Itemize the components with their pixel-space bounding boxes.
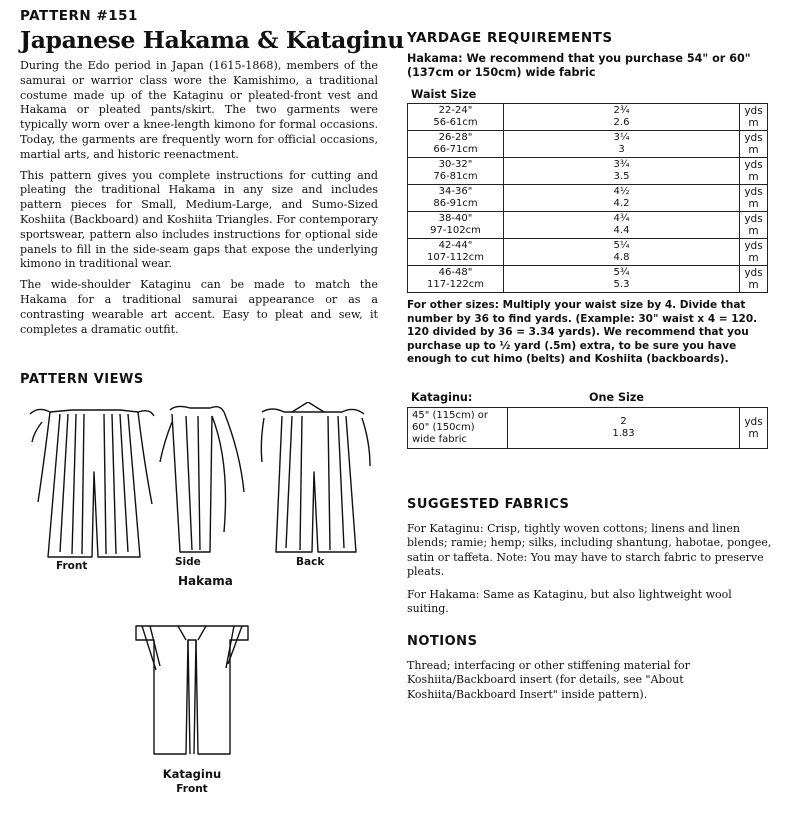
pattern-number: PATTERN #151 [20,8,138,24]
waist-size-cell [408,104,504,131]
waist-inches: 38-40" [438,213,473,224]
table-row [408,131,768,158]
hakama-side-label: Side [175,556,201,568]
amount-yds: 3¾ [613,159,630,170]
amount-yds: 5¼ [613,240,630,251]
amount-m: 4.2 [613,198,630,209]
unit-m: m [748,144,759,156]
unit-m: m [748,198,759,210]
unit-cell [740,212,768,239]
pattern-views-section [20,372,380,387]
intro-paragraph-3: The wide-shoulder Kataginu can be made to match the Hakama for a traditional samurai appearance or as a contrasting wearable art accent. Easy to pleat and sew, it completes a dramatic outfit. [20,278,378,336]
kataginu-fabric-cell [408,407,508,448]
kataginu-fabrics-text: For Kataginu: Crisp, tightly woven cottons; linens and linen blends; ramie; hemp; silks, including shantung, habotae, pongee, satin or taffeta. Note: You may have to starch fabric to preserve pleats. [407,522,772,579]
waist-inches: 22-24" [438,105,473,116]
kataginu-size-label: One Size [589,390,644,404]
hakama-fabrics-text: For Hakama: Same as Kataginu, but also lightweight wool suiting. [407,587,732,616]
kataginu-amount-cell [508,407,740,448]
table-row [408,158,768,185]
notions-heading: NOTIONS [407,634,478,649]
table-row [408,185,768,212]
amount-cell [504,212,740,239]
table-row [408,212,768,239]
unit-yds: yds [744,213,763,225]
waist-cm: 56-61cm [433,117,478,128]
waist-cm: 66-71cm [433,144,478,155]
kataginu-table-label: Kataginu: [411,390,473,404]
amount-m: 3.5 [613,171,630,182]
kataginu-fabric-line: 60" (150cm) [412,421,475,433]
kataginu-yds-value: 2 [620,415,627,427]
amount-cell [504,266,740,293]
yardage-heading: YARDAGE REQUIREMENTS [407,30,613,46]
unit-cell [740,158,768,185]
waist-size-cell [408,212,504,239]
amount-yds: 2¾ [613,105,630,116]
amount-m: 4.8 [613,252,630,263]
amount-yds: 4¾ [613,213,630,224]
kataginu-illustration [132,620,252,795]
unit-m: m [748,171,759,183]
table-row [408,239,768,266]
waist-cm: 76-81cm [433,171,478,182]
kataginu-table-header [407,391,773,407]
waist-cm: 86-91cm [433,198,478,209]
waist-inches: 30-32" [438,159,473,170]
kataginu-fabric-line: wide fabric [412,433,468,445]
waist-cm: 107-112cm [426,252,485,263]
unit-cell [740,239,768,266]
intro-paragraph-1: During the Edo period in Japan (1615-1868), members of the samurai or warrior class wore the Kamishimo, a traditional costume made up of the Kataginu or pleated-front vest and Hakama or pleated pants/skirt. The two garments were typically worn over a knee-length kimono for formal occasions. Today, the garments are frequently worn for official occasions, martial arts, and historic reenactment. [20,59,378,161]
waist-size-cell [408,131,504,158]
unit-m: m [748,252,759,264]
waist-inches: 26-28" [438,132,473,143]
waist-inches: 42-44" [438,240,473,251]
hakama-group-label: Hakama [178,574,233,588]
pattern-views-heading: PATTERN VIEWS [20,372,144,387]
hakama-back-label: Back [296,556,325,568]
waist-size-cell [408,239,504,266]
table-row [408,104,768,131]
unit-yds: yds [744,105,763,117]
kataginu-fabric-line: 45" (115cm) or [412,409,489,421]
kataginu-view-label: Front [176,783,208,795]
waist-size-label: Waist Size [411,88,477,101]
unit-yds: yds [744,240,763,252]
unit-yds: yds [744,267,763,279]
unit-cell [740,131,768,158]
hakama-fabric-note: Hakama: We recommend that you purchase 54" or 60" (137cm or 150cm) wide fabric [407,52,751,79]
amount-cell [504,158,740,185]
amount-m: 3 [618,144,625,155]
waist-size-cell [408,266,504,293]
suggested-fabrics-heading: SUGGESTED FABRICS [407,497,570,512]
unit-m: m [748,279,759,291]
waist-cm: 117-122cm [426,279,485,290]
kataginu-m-value: 1.83 [612,427,635,439]
kataginu-unit-cell [740,407,768,448]
intro-paragraph-2: This pattern gives you complete instructions for cutting and pleating the traditional Hakama in any size and includes pattern pieces for Small, Medium-Large, and Sumo-Sized Koshiita (Backboard) and Koshiita Triangles. For contemporary sportswear, pattern also includes instructions for optional side panels to fill in the side-seam gaps that expose the underlying kimono in traditional wear. [20,168,378,271]
unit-yds: yds [744,415,763,428]
amount-cell [504,104,740,131]
amount-m: 4.4 [613,225,630,236]
notions-section [407,634,773,710]
unit-yds: yds [744,159,763,171]
hakama-front-drawing [30,409,154,557]
unit-cell [740,185,768,212]
kataginu-line-drawing [132,620,252,760]
amount-cell [504,131,740,158]
unit-yds: yds [744,132,763,144]
suggested-fabrics-section [407,497,773,624]
table-row [408,407,768,448]
page-title: Japanese Hakama & Kataginu [20,26,404,54]
kataginu-yardage-table [407,407,768,449]
unit-cell [740,266,768,293]
hakama-yardage-table [407,103,768,293]
hakama-front-label: Front [56,560,88,572]
amount-m: 2.6 [613,117,630,128]
table-row [408,266,768,293]
unit-cell [740,104,768,131]
kataginu-name-label: Kataginu [162,767,222,781]
amount-yds: 3¼ [613,132,630,143]
hakama-line-drawings [20,402,380,562]
amount-cell [504,239,740,266]
amount-yds: 4½ [613,186,630,197]
unit-m: m [748,225,759,237]
unit-m: m [748,427,759,440]
unit-yds: yds [744,186,763,198]
notions-text: Thread; interfacing or other stiffening material for Koshiita/Backboard insert (for details, see "About Koshiita/Backboard Insert" inside pattern). [407,659,690,701]
waist-inches: 34-36" [438,186,473,197]
waist-size-cell [408,185,504,212]
left-column [20,8,404,343]
hakama-illustrations [20,402,380,588]
waist-size-cell [408,158,504,185]
unit-m: m [748,117,759,129]
hakama-side-drawing [160,406,244,552]
amount-cell [504,185,740,212]
waist-cm: 97-102cm [430,225,481,236]
amount-m: 5.3 [613,279,630,290]
amount-yds: 5¾ [613,267,630,278]
right-column [407,30,773,449]
hakama-back-drawing [261,402,370,552]
waist-inches: 46-48" [438,267,473,278]
other-sizes-note: For other sizes: Multiply your waist size by 4. Divide that number by 36 to find yards. (Example: 30" waist x 4 = 120. 120 divided by 36 = 3.34 yards). We recommend that you purchase up to ½ yard (.5m) extra, to be sure you have enough to cut himo (belts) and Koshiita (backboards). [407,299,758,366]
